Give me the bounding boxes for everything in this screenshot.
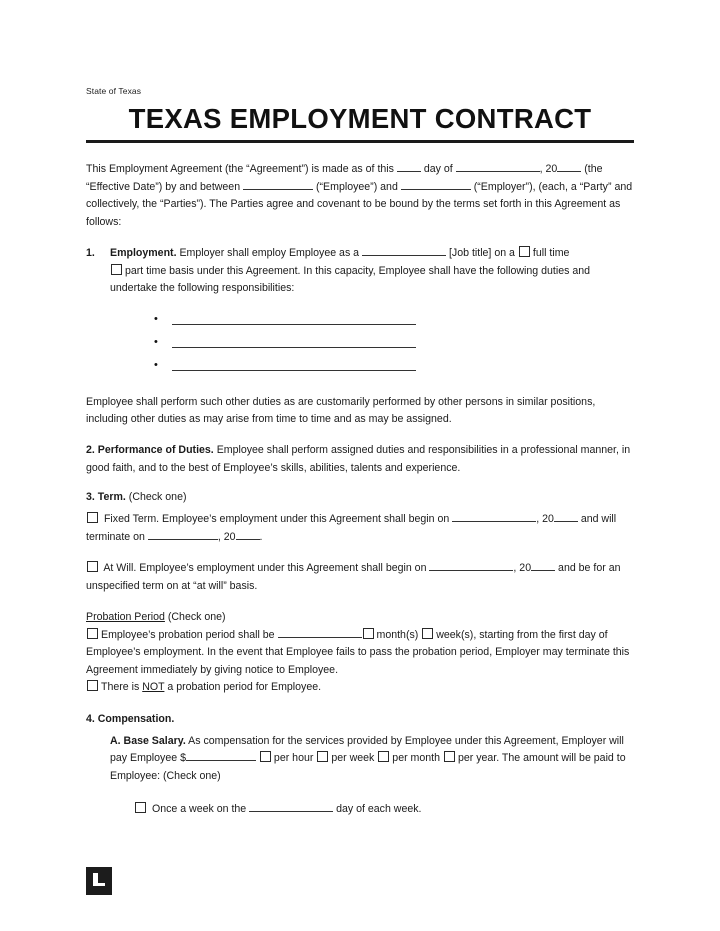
base-salary-per-year: per year. The amount will be paid to Employee: (Check one) <box>110 752 626 782</box>
at-will-label: At Will. <box>103 562 137 575</box>
fixed-term-text2: , 20 <box>536 513 554 526</box>
intro-part1: This Employment Agreement (the “Agreement”) is made as of this <box>86 163 394 176</box>
base-salary-per-month: per month <box>392 752 440 765</box>
checkbox-per-hour[interactable] <box>260 751 271 762</box>
intro-part4: (the “Effective Date”) by and between <box>86 163 603 193</box>
fixed-term-end-year-blank[interactable] <box>236 539 260 540</box>
section-1-fulltime-label: full time <box>532 247 570 260</box>
bullet-icon: • <box>154 312 158 325</box>
intro-employee-blank[interactable] <box>243 189 313 190</box>
probation-option1-text1: Employee’s probation period shall be <box>101 628 275 641</box>
base-salary-block <box>86 733 634 785</box>
probation-heading: Probation Period <box>86 611 165 624</box>
fixed-term-text1: Employee’s employment under this Agreement shall begin on <box>162 513 450 526</box>
checkbox-per-year[interactable] <box>444 751 455 762</box>
probation-option2-text2: a probation period for Employee. <box>167 681 322 694</box>
section-2-text: Employee shall perform assigned duties and responsibilities in a professional manner, in good faith, and to the best of Employee’s skills, abilities, talents and experience. <box>86 444 631 474</box>
base-salary-amount-blank[interactable] <box>186 760 256 761</box>
page-title: TEXAS EMPLOYMENT CONTRACT <box>128 103 592 134</box>
intro-part6: (“Employer”), (each, a “Party” and collectively, the “Parties”). The Parties agree and covenant to be bound by the terms set forth in this Agreement as follows: <box>86 180 633 228</box>
bullet-icon: • <box>154 335 158 348</box>
base-salary-per-week: per week <box>331 752 375 765</box>
at-will-year-blank[interactable] <box>531 570 555 571</box>
section-1-parttime-label: part time basis under this Agreement. In this capacity, Employee shall have the following duties and undertake the following responsibilities: <box>110 264 591 295</box>
duty-blank-3[interactable] <box>172 358 416 371</box>
section-1-jobtitle-blank[interactable] <box>362 255 446 256</box>
checkbox-probation-months[interactable] <box>363 628 374 639</box>
probation-period-block <box>86 609 634 696</box>
section-1-text2: [Job title] on a <box>448 247 515 260</box>
base-salary-per-hour: per hour <box>273 752 314 765</box>
duties-blank-list <box>86 312 634 376</box>
intro-employer-blank[interactable] <box>401 189 471 190</box>
bullet-icon: • <box>154 358 158 371</box>
other-duties-paragraph: Employee shall perform such other duties as are customarily performed by other persons in similar positions, including other duties as may arise from time to time and as may be assigned. <box>86 395 596 425</box>
probation-heading-note: (Check one) <box>167 611 226 624</box>
section-1-text1: Employer shall employ Employee as a <box>179 247 360 260</box>
section-2-performance <box>86 442 634 477</box>
list-item <box>154 335 634 353</box>
base-salary-text1: As compensation for the services provided by Employee under this Agreement, Employer will pay Employee $ <box>110 734 624 765</box>
once-a-week-option <box>86 801 634 818</box>
fixed-term-text5: . <box>259 530 263 543</box>
section-1-employment <box>86 245 634 297</box>
section-2-heading: 2. Performance of Duties. <box>86 444 214 457</box>
checkbox-at-will[interactable] <box>87 561 98 572</box>
probation-option1-text3: week(s), starting from the first day of Employee’s employment. In the event that Employee fails to pass the probation period, Employer may terminate this Agreement immediately by giving notice to Employee. <box>86 628 630 676</box>
probation-option2-text1: There is <box>101 681 140 694</box>
intro-part5: (“Employee”) and <box>316 180 398 193</box>
checkbox-probation-yes[interactable] <box>87 628 98 639</box>
duty-blank-1[interactable] <box>172 312 416 325</box>
fixed-term-label: Fixed Term. <box>103 513 160 526</box>
checkbox-per-week[interactable] <box>317 751 328 762</box>
checkbox-probation-weeks[interactable] <box>422 628 433 639</box>
once-a-week-day-blank[interactable] <box>249 811 333 812</box>
at-will-text3: and be for an unspecified term on at “at will” basis. <box>86 562 621 592</box>
intro-day-blank[interactable] <box>397 171 421 172</box>
once-a-week-text2: day of each week. <box>336 803 422 816</box>
intro-year-blank[interactable] <box>557 171 581 172</box>
title-divider <box>86 140 634 143</box>
section-3-heading: 3. Term. <box>86 491 126 504</box>
section-3-term-heading <box>86 491 634 503</box>
legal-templates-logo-icon <box>86 867 114 897</box>
fixed-term-text4: , 20 <box>217 530 236 543</box>
checkbox-fixed-term[interactable] <box>87 512 98 523</box>
intro-month-blank[interactable] <box>456 171 540 172</box>
checkbox-once-a-week[interactable] <box>135 802 146 813</box>
intro-paragraph <box>86 161 634 231</box>
section-3-at-will-option <box>86 560 634 595</box>
fixed-term-end-blank[interactable] <box>148 539 218 540</box>
probation-option1-text2: month(s) <box>376 628 419 641</box>
section-1-number: 1. <box>86 247 95 260</box>
probation-duration-blank[interactable] <box>278 637 362 638</box>
once-a-week-text1: Once a week on the <box>151 803 247 816</box>
section-4-compensation-heading: 4. Compensation. <box>86 712 175 725</box>
duty-blank-2[interactable] <box>172 335 416 348</box>
base-salary-label: A. Base Salary. <box>110 734 186 747</box>
section-3-fixed-term-option <box>86 511 634 546</box>
at-will-text1: Employee’s employment under this Agreement shall begin on <box>139 562 427 575</box>
section-1-heading: Employment. <box>110 247 177 260</box>
fixed-term-start-blank[interactable] <box>452 521 536 522</box>
intro-part2: day of <box>423 163 453 176</box>
state-line: State of Texas <box>86 86 142 96</box>
section-3-heading-note: (Check one) <box>128 491 187 504</box>
probation-option2-not: NOT <box>142 681 165 694</box>
checkbox-part-time[interactable] <box>111 264 122 275</box>
intro-part3: , 20 <box>539 163 558 176</box>
list-item <box>154 312 634 330</box>
at-will-start-blank[interactable] <box>429 570 513 571</box>
checkbox-per-month[interactable] <box>378 751 389 762</box>
logo-mark <box>86 867 112 895</box>
list-item <box>154 358 634 376</box>
checkbox-full-time[interactable] <box>519 246 530 257</box>
document-content <box>86 86 634 833</box>
fixed-term-text3: and will terminate on <box>86 513 617 543</box>
checkbox-probation-no[interactable] <box>87 680 98 691</box>
at-will-text2: , 20 <box>513 562 532 575</box>
fixed-term-start-year-blank[interactable] <box>554 521 578 522</box>
